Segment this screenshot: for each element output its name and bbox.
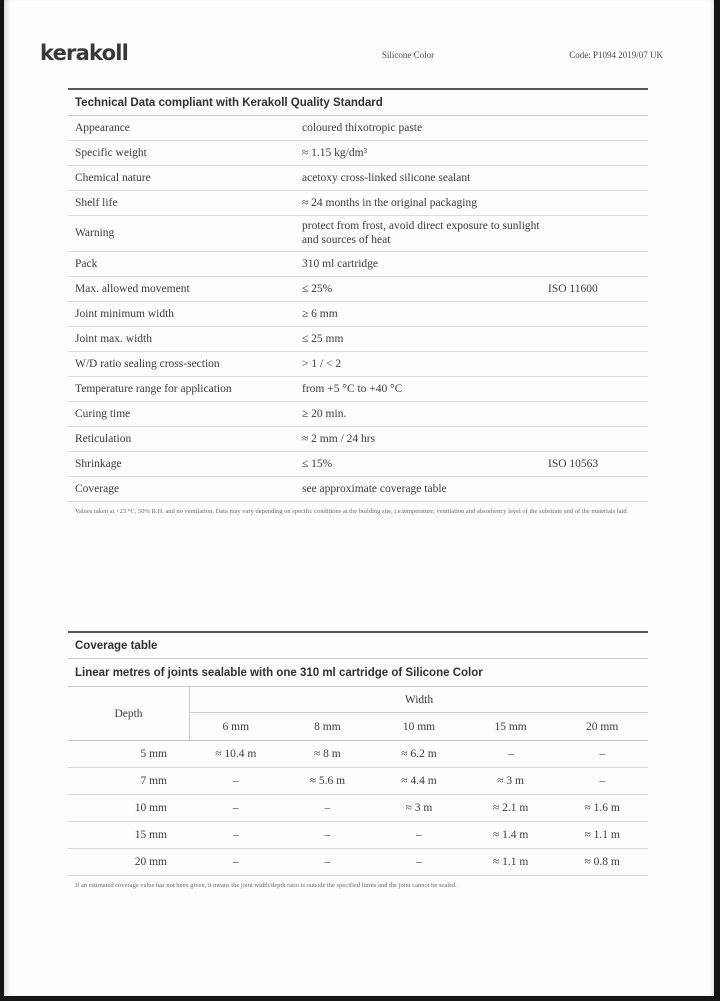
coverage-value: – xyxy=(324,829,331,841)
property-label: Chemical nature xyxy=(75,171,151,184)
coverage-value: ≈ 1.1 m xyxy=(492,856,529,868)
depth-value: 15 mm xyxy=(134,829,167,841)
coverage-value: ≈ 5.6 m xyxy=(309,775,346,787)
coverage-row xyxy=(68,795,648,822)
coverage-value: – xyxy=(232,775,239,787)
property-standard xyxy=(548,386,648,392)
table-row xyxy=(68,277,648,302)
property-value: 310 ml cartridge xyxy=(302,257,379,270)
property-standard xyxy=(548,125,648,131)
property-value: ≈ 2 mm / 24 hrs xyxy=(302,432,376,445)
coverage-row xyxy=(68,822,648,849)
coverage-value: – xyxy=(599,775,606,787)
property-label: Specific weight xyxy=(75,146,147,159)
property-label: Max. allowed movement xyxy=(75,282,190,295)
coverage-value: ≈ 8 m xyxy=(314,748,341,760)
table-row xyxy=(68,116,648,141)
property-value: ≤ 25% xyxy=(302,282,333,295)
width-group-header: Width xyxy=(190,687,648,713)
property-value: ≤ 25 mm xyxy=(302,332,344,345)
property-standard: ISO 11600 xyxy=(548,282,598,295)
coverage-value: ≈ 1.6 m xyxy=(584,802,620,814)
property-label: Temperature range for application xyxy=(75,382,232,395)
coverage-value: ≈ 3 m xyxy=(405,802,433,814)
product-name: Silicone Color xyxy=(381,50,435,60)
property-value: ≈ 1.15 kg/dm³ xyxy=(302,146,368,159)
depth-value: 7 mm xyxy=(140,775,167,787)
property-label: Shrinkage xyxy=(75,457,122,470)
property-label: Shelf life xyxy=(75,196,118,209)
coverage-value: – xyxy=(232,802,239,814)
coverage-value: – xyxy=(232,829,239,841)
coverage-table-title: Coverage table xyxy=(68,633,648,659)
coverage-value: – xyxy=(416,829,422,841)
width-column-headers xyxy=(190,713,648,740)
table-row xyxy=(68,452,648,477)
width-column-header: 20 mm xyxy=(586,720,619,733)
width-column-header: 15 mm xyxy=(494,720,527,733)
property-standard: ISO 10563 xyxy=(548,457,599,470)
technical-data-footnote: Values taken at +23 °C, 50% R.H. and no ventilation. Data may vary depending on specific conditions at the building site, i.e.temperature, ventilation and absorbency level of the substrate and of the materials laid. xyxy=(75,507,629,515)
property-value: ≈ 24 months in the original packaging xyxy=(302,196,477,209)
property-standard xyxy=(548,230,648,236)
coverage-value: ≈ 0.8 m xyxy=(584,856,620,868)
depth-column-header: Depth xyxy=(68,687,190,740)
coverage-table-footnote: If an estimated coverage value has not been given, it means the joint width/depth ratio is outside the specified limits and the joint cannot be sealed. xyxy=(75,882,457,889)
property-value: from +5 °C to +40 °C xyxy=(302,382,403,395)
document-header xyxy=(4,0,714,70)
width-column-header: 8 mm xyxy=(314,720,341,733)
property-standard xyxy=(548,436,648,442)
table-row xyxy=(68,477,648,502)
property-value: ≤ 15% xyxy=(302,457,333,470)
property-label: W/D ratio sealing cross-section xyxy=(75,357,220,370)
width-column-header: 10 mm xyxy=(402,720,436,733)
coverage-value: – xyxy=(507,748,514,760)
coverage-row xyxy=(68,849,648,876)
coverage-value: – xyxy=(324,802,331,814)
coverage-value: ≈ 6.2 m xyxy=(401,748,437,760)
property-label: Warning xyxy=(75,227,115,240)
coverage-value: ≈ 4.4 m xyxy=(401,775,437,787)
document-page xyxy=(4,0,714,996)
coverage-value: – xyxy=(232,856,239,868)
table-row xyxy=(68,302,648,327)
property-standard xyxy=(548,261,648,267)
property-label: Joint minimum width xyxy=(75,307,175,320)
coverage-table-subtitle: Linear metres of joints sealable with one 310 ml cartridge of Silicone Color xyxy=(68,659,648,687)
property-label: Reticulation xyxy=(75,432,132,445)
property-label: Curing time xyxy=(75,407,131,420)
coverage-value: – xyxy=(599,748,606,760)
table-row xyxy=(68,141,648,166)
coverage-row xyxy=(68,741,648,768)
depth-value: 10 mm xyxy=(134,802,167,814)
technical-data-rows xyxy=(68,116,648,502)
table-row xyxy=(68,352,648,377)
coverage-table-header xyxy=(68,687,648,741)
property-value: > 1 / < 2 xyxy=(302,357,342,370)
property-standard xyxy=(548,336,648,342)
table-row xyxy=(68,427,648,452)
property-value: see approximate coverage table xyxy=(302,482,447,495)
property-standard xyxy=(548,175,648,181)
width-column-header: 6 mm xyxy=(222,720,250,733)
property-standard xyxy=(548,200,648,206)
document-code: Code: P1094 2019/07 UK xyxy=(569,50,663,60)
property-value: acetoxy cross-linked silicone sealant xyxy=(302,171,471,184)
property-value: protect from frost, avoid direct exposure to sunlight and sources of heat xyxy=(302,220,540,247)
property-label: Appearance xyxy=(75,121,130,134)
coverage-value: ≈ 10.4 m xyxy=(215,748,257,760)
table-row xyxy=(68,252,648,277)
coverage-table-rows xyxy=(68,741,648,876)
property-standard xyxy=(548,486,648,492)
property-standard xyxy=(548,361,648,367)
depth-value: 5 mm xyxy=(140,748,167,760)
table-row xyxy=(68,191,648,216)
coverage-value: ≈ 3 m xyxy=(497,775,524,787)
property-value: ≥ 20 min. xyxy=(302,407,347,420)
table-row xyxy=(68,402,648,427)
technical-data-section xyxy=(68,88,648,517)
coverage-value: ≈ 1.4 m xyxy=(492,829,529,841)
coverage-value: – xyxy=(416,856,422,868)
depth-value: 20 mm xyxy=(134,856,167,868)
property-label: Pack xyxy=(75,257,98,270)
property-standard xyxy=(548,311,648,317)
kerakoll-logo: kerakoll xyxy=(40,41,128,65)
coverage-value: ≈ 1.1 m xyxy=(584,829,620,841)
coverage-table-section xyxy=(68,631,648,891)
property-value: ≥ 6 mm xyxy=(302,307,338,320)
property-standard xyxy=(548,150,648,156)
property-label: Joint max. width xyxy=(75,332,152,345)
property-value: coloured thixotropic paste xyxy=(302,121,423,134)
property-label: Coverage xyxy=(75,482,120,495)
coverage-row xyxy=(68,768,648,795)
table-row xyxy=(68,166,648,191)
table-row xyxy=(68,216,648,252)
property-standard xyxy=(548,411,648,417)
coverage-value: – xyxy=(324,856,331,868)
coverage-value: ≈ 2.1 m xyxy=(492,802,529,814)
table-row xyxy=(68,327,648,352)
width-header-group xyxy=(190,687,648,740)
technical-data-title: Technical Data compliant with Kerakoll Quality Standard xyxy=(68,90,648,116)
table-row xyxy=(68,377,648,402)
